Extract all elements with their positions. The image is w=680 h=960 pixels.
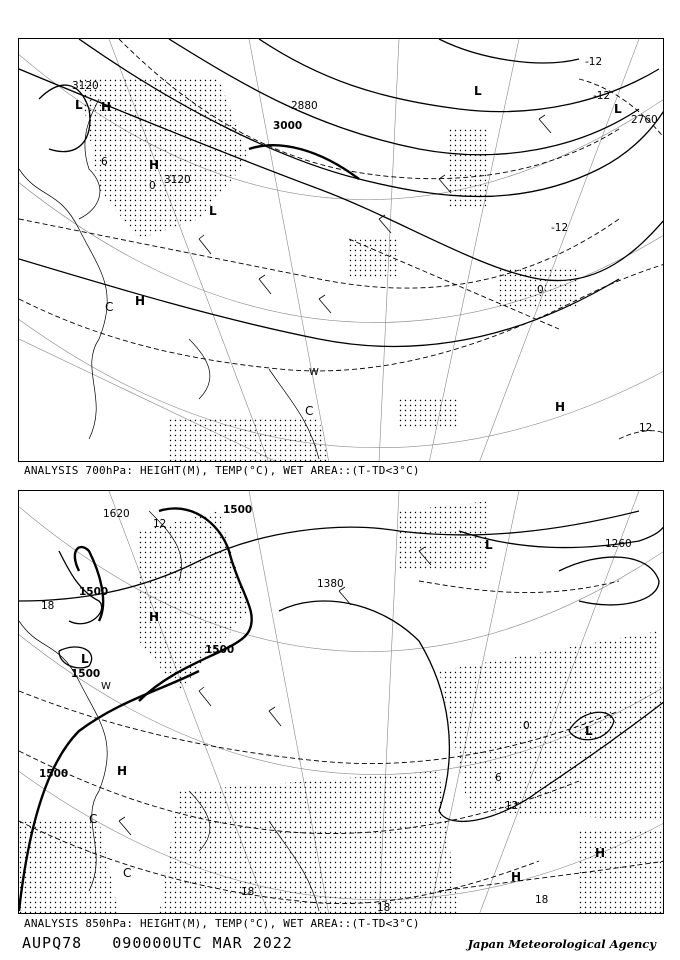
map-700hpa-canvas (19, 39, 664, 462)
low-center: L (485, 538, 493, 552)
temp-label: 0 (149, 180, 156, 192)
contour-label: 1620 (103, 508, 130, 520)
wet-areas (79, 79, 579, 462)
temp-label: 18 (241, 886, 255, 898)
low-center: L (209, 204, 217, 218)
contour-label: 1260 (605, 538, 632, 550)
contour-label: 1500 (205, 644, 235, 656)
high-center: H (117, 764, 128, 778)
agency-name: Japan Meteorological Agency (467, 937, 656, 951)
contour-label: 1380 (317, 578, 344, 590)
contour-label: 3000 (273, 120, 303, 132)
temp-label: -12 (585, 56, 603, 68)
low-center: L (81, 652, 89, 666)
caption-850hpa: ANALYSIS 850hPa: HEIGHT(M), TEMP(°C), WET AREA::(T-TD<3°C) (24, 917, 420, 930)
high-center: H (511, 870, 522, 884)
cold-center: C (105, 300, 114, 314)
high-center: H (149, 158, 160, 172)
map-850hpa (18, 490, 664, 914)
contour-label: 2880 (291, 100, 318, 112)
temp-label: -12 (551, 222, 569, 234)
temp-label: 0 (537, 284, 544, 296)
temp-label: 12 (153, 518, 167, 530)
temp-label: 6 (101, 156, 108, 168)
contour-label: 1500 (223, 504, 253, 516)
temp-label: 12 (505, 800, 519, 812)
temp-label: 18 (377, 902, 391, 914)
map-700hpa (18, 38, 664, 462)
temp-label: 12 (639, 422, 653, 434)
chart-code: AUPQ78 (22, 934, 83, 952)
contour-label: 1500 (39, 768, 69, 780)
temp-label: 18 (41, 600, 55, 612)
high-center: H (149, 610, 160, 624)
wind-barbs (199, 115, 551, 313)
caption-700hpa: ANALYSIS 700hPa: HEIGHT(M), TEMP(°C), WET AREA::(T-TD<3°C) (24, 464, 420, 477)
chart-id (22, 934, 293, 952)
warm-center: W (309, 367, 319, 378)
low-center: L (474, 84, 482, 98)
temp-label: 6 (495, 772, 502, 784)
low-center: L (585, 724, 593, 738)
temp-label: 18 (535, 894, 549, 906)
cold-center: C (89, 812, 98, 826)
low-center: L (614, 102, 622, 116)
contour-label: 1500 (79, 586, 109, 598)
contour-label: 3120 (164, 174, 191, 186)
contour-label: 2760 (631, 114, 658, 126)
warm-center: W (101, 681, 111, 692)
map-850hpa-canvas (19, 491, 664, 914)
cold-center: C (305, 404, 314, 418)
low-center: L (75, 98, 83, 112)
cold-center: C (123, 866, 132, 880)
temp-label: 0 (523, 720, 530, 732)
high-center: H (135, 294, 146, 308)
contour-label: 3120 (72, 80, 99, 92)
high-center: H (101, 100, 112, 114)
chart-datetime: 090000UTC MAR 2022 (112, 934, 293, 952)
temp-label: -12 (593, 90, 611, 102)
high-center: H (595, 846, 606, 860)
contour-label: 1500 (71, 668, 101, 680)
high-center: H (555, 400, 566, 414)
